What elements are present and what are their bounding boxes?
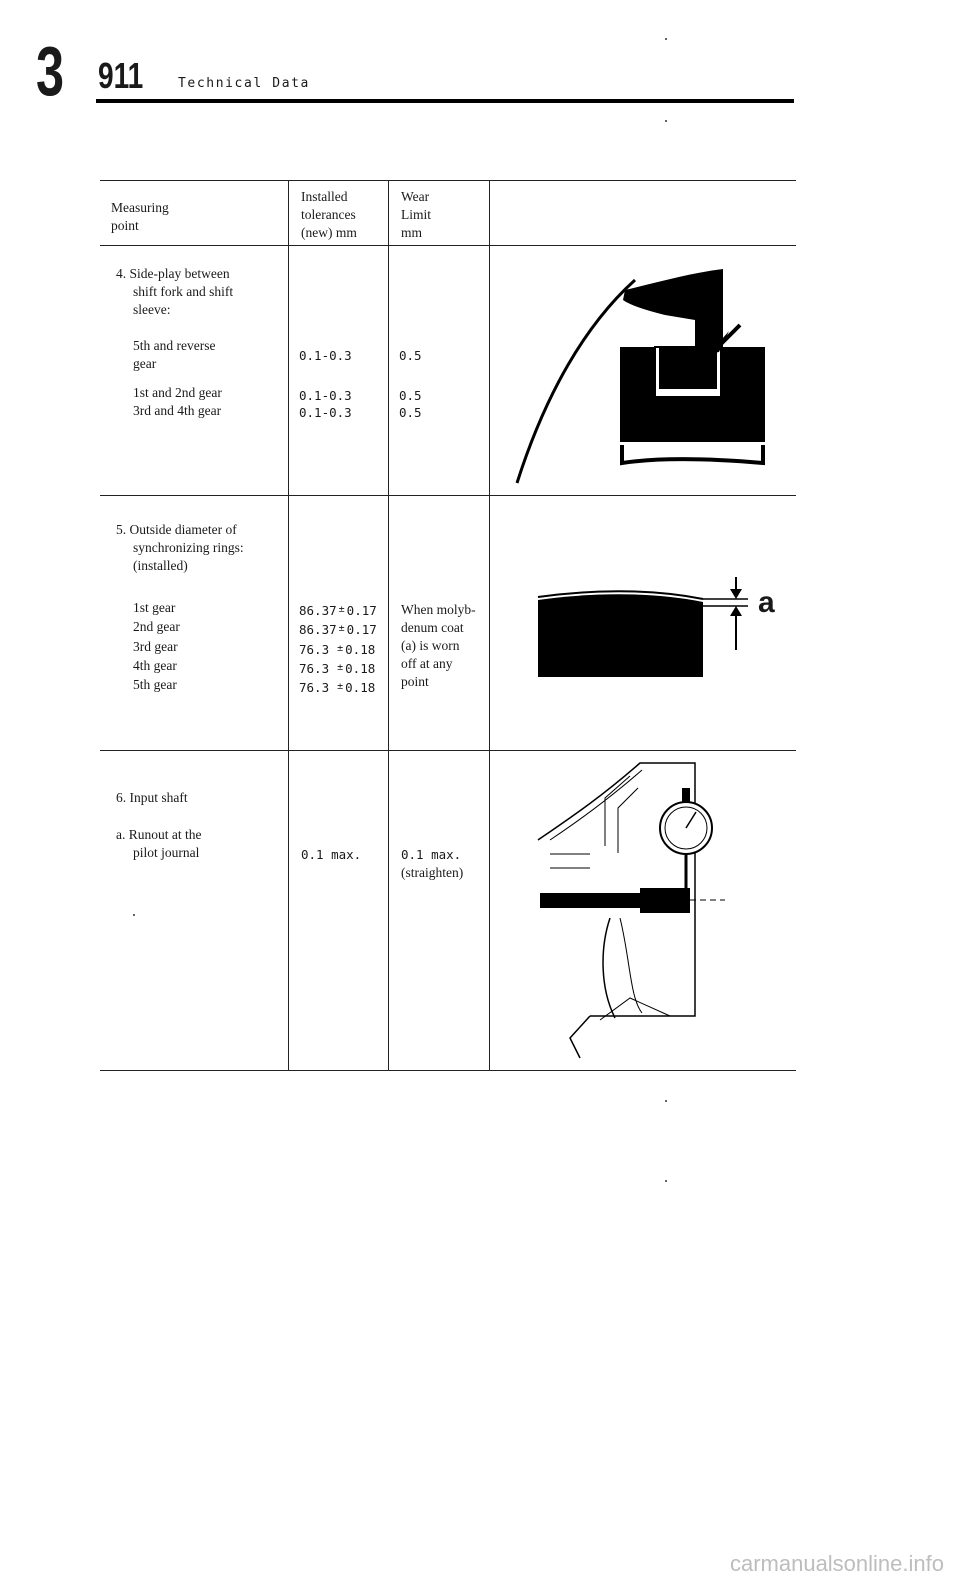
row6-sub: a. Runout at the pilot journal	[116, 827, 202, 860]
row6-installed-value: 0.1 max.	[301, 847, 362, 862]
page-title: Technical Data	[178, 76, 310, 91]
header-measuring-point: Measuring point	[111, 200, 169, 233]
table-bottom-rule	[100, 1070, 796, 1071]
row4-wear-value: 0.5	[399, 348, 422, 363]
row5-gear-label: 5th gear	[133, 677, 177, 692]
table-row-rule	[100, 750, 796, 751]
column-divider	[489, 180, 490, 1070]
row6-wear-value: 0.1 max. (straighten)	[401, 847, 464, 880]
row4-installed-value: 0.1-0.3	[299, 348, 352, 363]
column-divider	[288, 180, 289, 1070]
scan-speck	[133, 914, 135, 916]
shift-fork-diagram	[505, 255, 785, 487]
row4-installed-value: 0.1-0.3	[299, 405, 352, 420]
row5-installed-value: 76.3 ± 0.18	[299, 642, 376, 657]
row5-gear-label: 2nd gear	[133, 619, 180, 634]
row4-title: 4. Side-play between shift fork and shift sleeve:	[116, 266, 234, 317]
table-top-rule	[100, 180, 796, 181]
row5-title: 5. Outside diameter of synchronizing rings: (installed)	[116, 522, 244, 573]
row6-title: 6. Input shaft	[116, 790, 188, 805]
input-shaft-runout-diagram	[530, 758, 730, 1070]
row5-installed-value: 86.37 ± 0.17	[299, 603, 377, 618]
row5-gear-label: 4th gear	[133, 658, 177, 673]
row5-installed-value: 76.3 ± 0.18	[299, 661, 376, 676]
section-number: 3	[36, 32, 63, 110]
row5-installed-value: 76.3 ± 0.18	[299, 680, 376, 695]
scan-speck	[665, 1100, 667, 1102]
header-rule	[96, 99, 794, 103]
row5-gear-label: 3rd gear	[133, 639, 178, 654]
row4-item-label: 5th and reverse gear	[133, 338, 216, 371]
row4-wear-value: 0.5	[399, 388, 422, 403]
model-label: 911	[98, 55, 144, 96]
scan-speck	[665, 1180, 667, 1182]
row4-item-label: 3rd and 4th gear	[133, 403, 222, 418]
watermark: carmanualsonline.info	[729, 1551, 944, 1576]
scan-speck	[665, 38, 667, 40]
row5-installed-value: 86.37 ± 0.17	[299, 622, 377, 637]
row4-item-label: 1st and 2nd gear	[133, 385, 222, 400]
header-wear-limit: Wear Limit mm	[401, 189, 431, 240]
row4-wear-value: 0.5	[399, 405, 422, 420]
figure-label-a: a	[758, 586, 775, 619]
header-installed: Installed tolerances (new) mm	[301, 189, 357, 240]
row5-wear-note: When molyb- denum coat (a) is worn off at any point	[401, 602, 476, 689]
row4-installed-value: 0.1-0.3	[299, 388, 352, 403]
table-row-rule	[100, 495, 796, 496]
table-header-rule	[100, 245, 796, 246]
column-divider	[388, 180, 389, 1070]
row5-gear-label: 1st gear	[133, 600, 176, 615]
scan-speck	[665, 120, 667, 122]
